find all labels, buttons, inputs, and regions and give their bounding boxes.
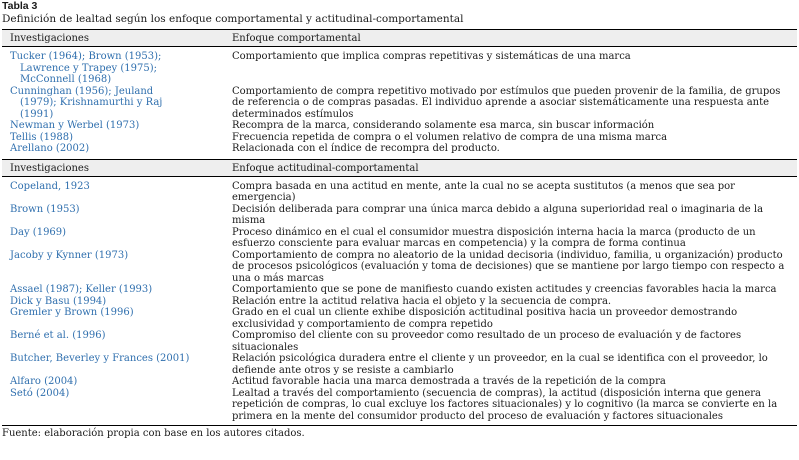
table-row bbox=[2, 284, 797, 296]
table-row bbox=[2, 86, 797, 121]
author-citation[interactable]: Lawrence y Trapey (1975); bbox=[20, 62, 158, 74]
table-row bbox=[2, 388, 797, 423]
table-row bbox=[2, 204, 797, 227]
table-row bbox=[2, 353, 797, 376]
author-citation[interactable]: Tucker (1964); Brown (1953); bbox=[10, 51, 162, 62]
row-definition: Compra basada en una actitud en mente, ante la cual no se acepta sustitutos (a menos que sea por emergencia) bbox=[232, 180, 735, 203]
author-citation[interactable]: Copeland, 1923 bbox=[10, 180, 90, 192]
row-definition: Comportamiento de compra repetitivo motivado por estímulos que pueden provenir de la familia, de grupos de referencia o de compras pasadas. El individuo aprende a asociar sistemáticamente una respuesta ante determinados estímulos bbox=[232, 85, 781, 120]
row-authors bbox=[2, 376, 232, 388]
table-row bbox=[2, 143, 797, 155]
author-citation[interactable]: Alfaro (2004) bbox=[10, 376, 78, 387]
author-citation[interactable]: Dick y Basu (1994) bbox=[10, 295, 107, 307]
bottom-rule bbox=[2, 425, 797, 426]
author-citation[interactable]: Newman y Werbel (1973) bbox=[10, 120, 140, 131]
table-caption: Definición de lealtad según los enfoque comportamental y actitudinal-comportamental bbox=[2, 13, 464, 25]
author-citation[interactable]: Assael (1987); Keller (1993) bbox=[10, 284, 153, 295]
row-definition: Comportamiento que implica compras repetitivas y sistemáticas de una marca bbox=[232, 51, 631, 62]
row-definition: Recompra de la marca, considerando solamente esa marca, sin buscar información bbox=[232, 120, 655, 131]
row-authors bbox=[2, 388, 232, 423]
row-authors bbox=[2, 307, 232, 330]
table-row bbox=[2, 227, 797, 250]
row-authors bbox=[2, 143, 232, 155]
row-authors bbox=[2, 227, 232, 250]
row-authors bbox=[2, 86, 232, 121]
table-row bbox=[2, 376, 797, 388]
row-definition: Relación entre la actitud relativa hacia el objeto y la secuencia de compra. bbox=[232, 295, 612, 307]
section1-body bbox=[2, 51, 797, 155]
section2-header bbox=[2, 160, 797, 176]
table-figure bbox=[2, 0, 797, 440]
row-authors bbox=[2, 181, 232, 204]
table-row bbox=[2, 132, 797, 144]
row-authors bbox=[2, 296, 232, 308]
section1-header bbox=[2, 30, 797, 46]
row-definition: Relacionada con el índice de recompra del producto. bbox=[232, 143, 500, 154]
author-citation[interactable]: (1979); Krishnamurthi y Raj bbox=[20, 97, 163, 108]
table-row bbox=[2, 120, 797, 132]
row-definition: Grado en el cual un cliente exhibe disposición actitudinal positiva hacia un proveedor demostrando exclusividad y comportamiento de compra repetido bbox=[232, 307, 738, 330]
row-authors bbox=[2, 284, 232, 296]
table-row bbox=[2, 330, 797, 353]
author-citation[interactable]: Berné et al. (1996) bbox=[10, 330, 106, 341]
row-authors bbox=[2, 132, 232, 144]
author-citation[interactable]: Gremler y Brown (1996) bbox=[10, 307, 134, 318]
author-citation[interactable]: (1991) bbox=[20, 108, 54, 120]
row-authors bbox=[2, 51, 232, 86]
author-citation[interactable]: Day (1969) bbox=[10, 226, 67, 238]
row-definition: Actitud favorable hacia una marca demostrada a través de la repetición de la compra bbox=[232, 376, 666, 387]
author-citation[interactable]: Tellis (1988) bbox=[10, 131, 73, 143]
table-footer: Fuente: elaboración propia con base en los autores citados. bbox=[2, 428, 305, 439]
row-definition: Frecuencia repetida de compra o el volumen relativo de compra de una misma marca bbox=[232, 131, 668, 143]
author-citation[interactable]: Arellano (2002) bbox=[10, 143, 90, 154]
section2-col2-header: Enfoque actitudinal-comportamental bbox=[232, 162, 419, 174]
row-definition: Comportamiento de compra no aleatorio de la unidad decisoria (individuo, familia, u organización) producto de procesos psicológicos (evaluación y toma de decisiones) que se mantiene por largo tiempo con respecto a una o más marcas bbox=[232, 249, 785, 284]
author-citation[interactable]: Setó (2004) bbox=[10, 387, 70, 399]
author-citation[interactable]: Butcher, Beverley y Frances (2001) bbox=[10, 353, 190, 364]
section2-col1-header: Investigaciones bbox=[10, 162, 89, 174]
author-citation[interactable]: Jacoby y Kynner (1973) bbox=[10, 249, 129, 261]
section1-col2-header: Enfoque comportamental bbox=[232, 33, 361, 44]
author-citation[interactable]: Cunninghan (1956); Jeuland bbox=[10, 85, 154, 97]
table-row bbox=[2, 250, 797, 285]
row-definition: Lealtad a través del comportamiento (secuencia de compras), la actitud (disposición interna que genera repetición de compras, lo cual excluye los factores situacionales) y lo cognitivo (la marca se convierte en la primera en la mente del consumidor producto del proceso de evaluación y factores situacionales bbox=[232, 387, 778, 422]
table-row bbox=[2, 307, 797, 330]
section2-body bbox=[2, 181, 797, 423]
row-definition: Relación psicológica duradera entre el cliente y un proveedor, en la cual se identifica con el proveedor, lo defiende ante otros y se resiste a cambiarlo bbox=[232, 353, 768, 376]
author-citation[interactable]: McConnell (1968) bbox=[20, 74, 112, 85]
author-citation[interactable]: Brown (1953) bbox=[10, 203, 80, 215]
row-definition: Compromiso del cliente con su proveedor como resultado de un proceso de evaluación y de factores situacionales bbox=[232, 330, 742, 353]
row-authors bbox=[2, 353, 232, 376]
table-label: Tabla 3 bbox=[2, 0, 38, 12]
section1-col1-header: Investigaciones bbox=[10, 33, 89, 44]
row-authors bbox=[2, 120, 232, 132]
table-row bbox=[2, 51, 797, 86]
table-row bbox=[2, 181, 797, 204]
row-definition: Decisión deliberada para comprar una única marca debido a alguna superioridad real o imaginaria de la misma bbox=[232, 203, 764, 226]
row-authors bbox=[2, 204, 232, 227]
table-row bbox=[2, 296, 797, 308]
row-definition: Comportamiento que se pone de manifiesto cuando existen actitudes y creencias favorables hacia la marca bbox=[232, 284, 777, 295]
row-definition: Proceso dinámico en el cual el consumidor muestra disposición interna hacia la marca (producto de un esfuerzo consciente para evaluar marcas en competencia) y la compra de forma continua bbox=[232, 226, 756, 249]
row-authors bbox=[2, 250, 232, 285]
row-authors bbox=[2, 330, 232, 353]
